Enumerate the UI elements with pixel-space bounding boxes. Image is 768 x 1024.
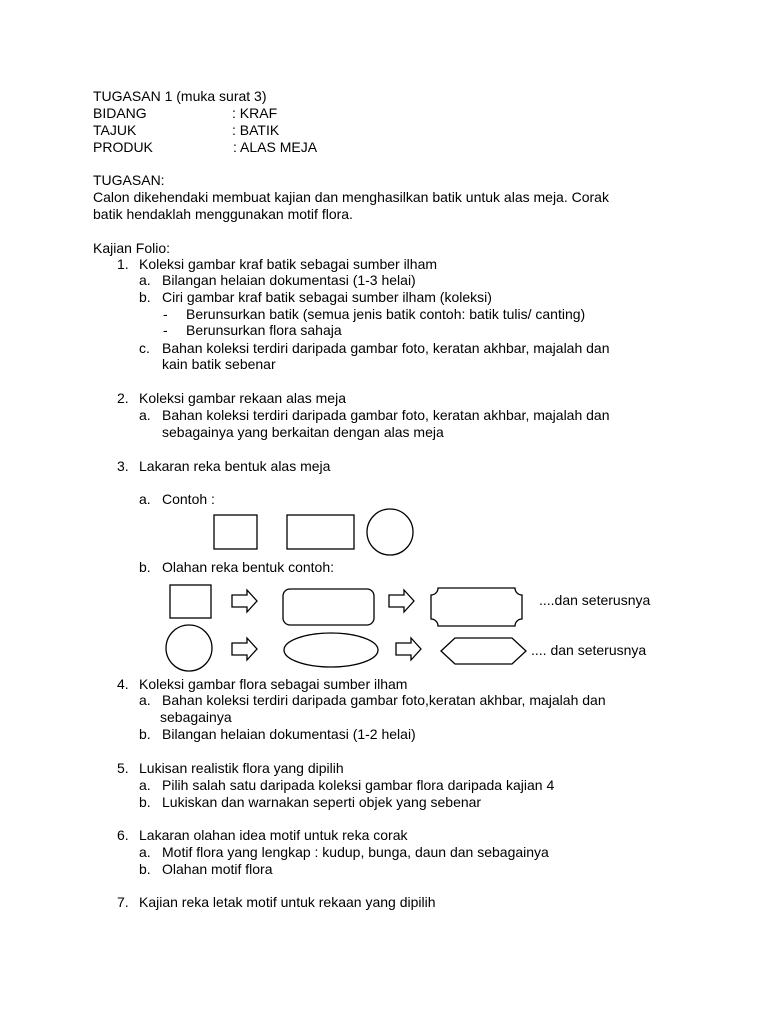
sub-letter: a. <box>139 491 151 507</box>
sub-letter: b. <box>139 726 151 742</box>
field-label-tajuk: TAJUK <box>93 122 137 138</box>
ellipse-shape <box>284 633 378 667</box>
kajian-heading: Kajian Folio: <box>93 240 171 256</box>
sub-letter: b. <box>139 861 151 877</box>
field-value-produk: : ALAS MEJA <box>233 139 318 155</box>
sub-text: Motif flora yang lengkap : kudup, bunga, daun dan sebagainya <box>162 844 549 860</box>
notched-rectangle-shape <box>431 588 522 626</box>
sub-text: kain batik sebenar <box>162 356 276 372</box>
sub-letter: a. <box>139 844 151 860</box>
item-number: 1. <box>117 256 129 272</box>
arrow-right-icon <box>232 638 257 660</box>
sub-letter: c. <box>139 340 150 356</box>
arrow-right-icon <box>396 638 421 660</box>
item-text: Lukisan realistik flora yang dipilih <box>139 760 344 776</box>
sub-text: Contoh : <box>162 491 215 507</box>
item-number: 6. <box>117 827 129 843</box>
example-circle-shape <box>367 509 413 555</box>
row1-square-shape <box>170 585 211 618</box>
item-text: Lakaran reka bentuk alas meja <box>139 458 331 474</box>
sub-letter: b. <box>139 289 151 305</box>
sub-text: Olahan reka bentuk contoh: <box>162 559 335 575</box>
field-value-tajuk: : BATIK <box>232 122 280 138</box>
item-number: 5. <box>117 760 129 776</box>
item-number: 4. <box>117 676 129 692</box>
example-square-shape <box>214 515 257 549</box>
dash-text: Berunsurkan batik (semua jenis batik contoh: batik tulis/ canting) <box>186 306 586 322</box>
etc-label: .... dan seterusnya <box>531 642 647 658</box>
sub-letter: b. <box>139 559 151 575</box>
field-label-produk: PRODUK <box>93 139 153 155</box>
hexagon-shape <box>441 638 526 664</box>
sub-letter: a. <box>139 777 151 793</box>
sub-text: Olahan motif flora <box>162 861 273 877</box>
sub-text: sebagainya yang berkaitan dengan alas meja <box>162 424 444 440</box>
item-number: 2. <box>117 390 129 406</box>
sub-text: Bahan koleksi terdiri daripada gambar foto, keratan akhbar, majalah dan <box>162 407 610 423</box>
item-text: Koleksi gambar rekaan alas meja <box>139 390 346 406</box>
field-value-bidang: : KRAF <box>232 105 278 121</box>
sub-text: Ciri gambar kraf batik sebagai sumber ilham (koleksi) <box>162 289 492 305</box>
sub-letter: a. <box>139 692 151 708</box>
sub-text: Bahan koleksi terdiri daripada gambar foto,keratan akhbar, majalah dan <box>162 692 606 708</box>
rounded-rectangle-shape <box>283 589 374 625</box>
arrow-right-icon <box>389 590 414 612</box>
item-text: Kajian reka letak motif untuk rekaan yang dipilih <box>139 894 436 910</box>
dash-text: Berunsurkan flora sahaja <box>186 322 342 338</box>
row2-circle-shape <box>166 625 212 671</box>
item-number: 7. <box>117 894 129 910</box>
example-rectangle-shape <box>287 515 354 549</box>
sub-letter: b. <box>139 794 151 810</box>
item-number: 3. <box>117 458 129 474</box>
item-text: Koleksi gambar kraf batik sebagai sumber ilham <box>139 256 438 272</box>
sub-text: Bilangan helaian dokumentasi (1-3 helai) <box>162 272 416 288</box>
sub-letter: a. <box>139 272 151 288</box>
task-line: batik hendaklah menggunakan motif flora. <box>93 206 353 222</box>
sub-letter: a. <box>139 407 151 423</box>
sub-text: sebagainya <box>160 709 232 725</box>
task-heading: TUGASAN: <box>93 172 165 188</box>
item-text: Koleksi gambar flora sebagai sumber ilham <box>139 676 408 692</box>
arrow-right-icon <box>232 590 257 612</box>
sub-text: Bilangan helaian dokumentasi (1-2 helai) <box>162 726 416 742</box>
item-text: Lakaran olahan idea motif untuk reka corak <box>139 827 408 843</box>
task-line: Calon dikehendaki membuat kajian dan menghasilkan batik untuk alas meja. Corak <box>93 189 609 205</box>
assignment-title: TUGASAN 1 (muka surat 3) <box>93 88 267 104</box>
dash-bullet: - <box>163 322 168 338</box>
dash-bullet: - <box>163 306 168 322</box>
sub-text: Pilih salah satu daripada koleksi gambar flora daripada kajian 4 <box>162 777 555 793</box>
sub-text: Lukiskan dan warnakan seperti objek yang sebenar <box>162 794 482 810</box>
field-label-bidang: BIDANG <box>93 105 147 121</box>
etc-label: ....dan seterusnya <box>539 592 651 608</box>
sub-text: Bahan koleksi terdiri daripada gambar foto, keratan akhbar, majalah dan <box>162 340 610 356</box>
